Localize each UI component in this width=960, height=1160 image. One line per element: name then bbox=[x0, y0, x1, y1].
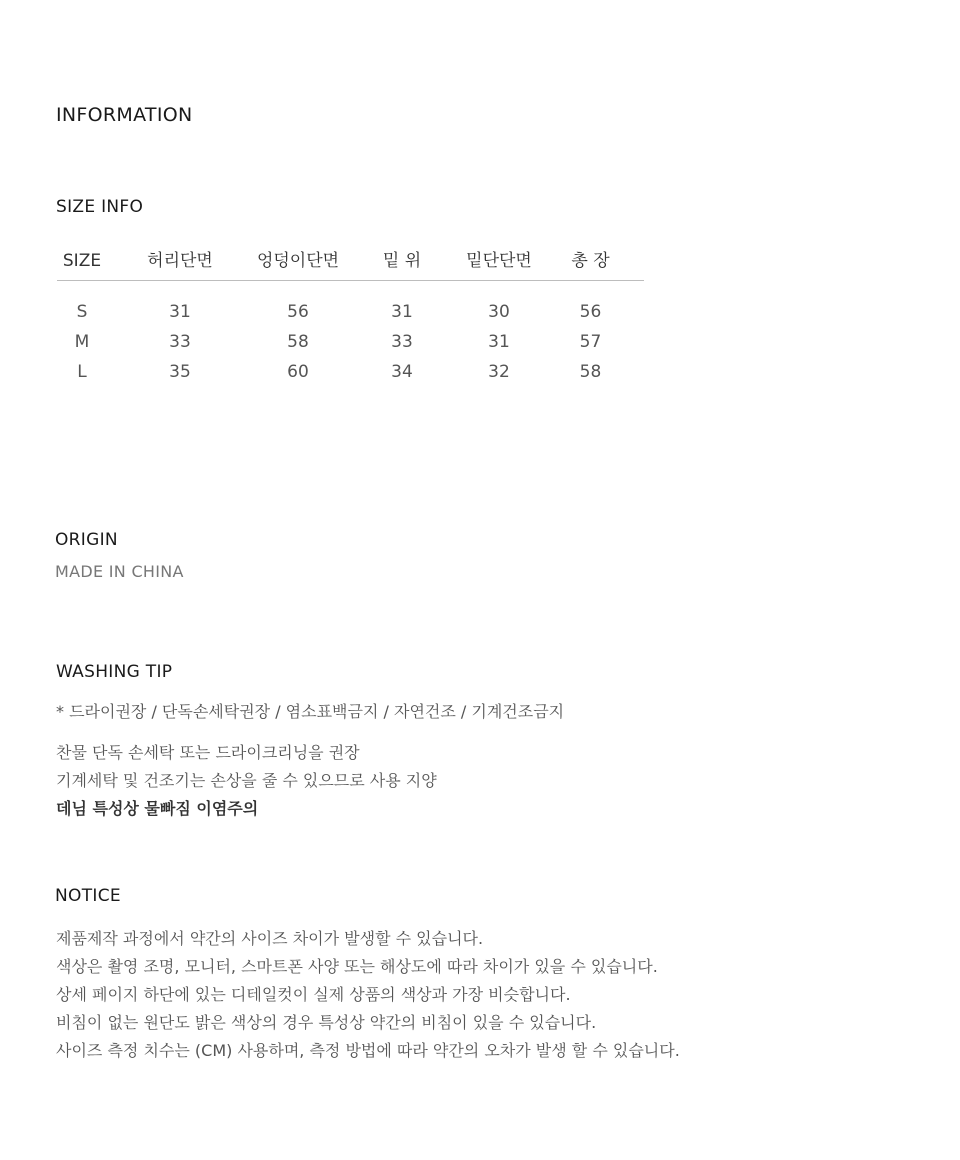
washing-line: 기계세탁 및 건조기는 손상을 줄 수 있으므로 사용 지양 bbox=[56, 771, 437, 790]
size-info-title: SIZE INFO bbox=[56, 197, 144, 217]
notice-line: 사이즈 측정 치수는 (CM) 사용하며, 측정 방법에 따라 약간의 오차가 발생 할 수 있습니다. bbox=[56, 1041, 680, 1060]
header-size: SIZE bbox=[62, 251, 102, 271]
cell-waist: 31 bbox=[169, 302, 191, 322]
cell-rise: 33 bbox=[391, 332, 413, 352]
washing-tags: * 드라이권장 / 단독손세탁권장 / 염소표백금지 / 자연건조 / 기계건조금지 bbox=[56, 702, 565, 721]
cell-hem: 30 bbox=[488, 302, 510, 322]
origin-title: ORIGIN bbox=[55, 530, 118, 550]
washing-tip-title: WASHING TIP bbox=[56, 662, 173, 682]
notice-line: 상세 페이지 하단에 있는 디테일컷이 실제 상품의 색상과 가장 비슷합니다. bbox=[56, 985, 571, 1004]
table-row bbox=[57, 357, 644, 387]
cell-length: 58 bbox=[579, 362, 602, 382]
cell-hip: 58 bbox=[287, 332, 309, 352]
cell-hem: 31 bbox=[488, 332, 510, 352]
cell-size: L bbox=[77, 362, 87, 382]
size-table bbox=[57, 246, 644, 387]
cell-length: 56 bbox=[579, 302, 602, 322]
cell-waist: 35 bbox=[169, 362, 191, 382]
cell-size: M bbox=[74, 332, 90, 352]
notice-title: NOTICE bbox=[55, 886, 121, 906]
table-row bbox=[57, 297, 644, 327]
cell-size: S bbox=[76, 302, 88, 322]
header-rise: 밑 위 bbox=[382, 251, 422, 271]
washing-line: 찬물 단독 손세탁 또는 드라이크리닝을 권장 bbox=[56, 743, 360, 762]
cell-waist: 33 bbox=[169, 332, 191, 352]
header-waist: 허리단면 bbox=[147, 251, 213, 271]
origin-value: MADE IN CHINA bbox=[55, 562, 184, 581]
header-hip: 엉덩이단면 bbox=[256, 251, 340, 271]
cell-rise: 31 bbox=[391, 302, 413, 322]
washing-warning: 데님 특성상 물빠짐 이염주의 bbox=[56, 799, 259, 818]
washing-instructions bbox=[56, 739, 437, 823]
cell-length: 57 bbox=[579, 332, 602, 352]
cell-hip: 60 bbox=[287, 362, 309, 382]
notice-line: 제품제작 과정에서 약간의 사이즈 차이가 발생할 수 있습니다. bbox=[56, 929, 484, 948]
cell-hip: 56 bbox=[287, 302, 309, 322]
size-table-body bbox=[57, 281, 644, 387]
table-row bbox=[57, 327, 644, 357]
header-hem: 밑단단면 bbox=[466, 251, 532, 271]
cell-rise: 34 bbox=[391, 362, 413, 382]
notice-line: 비침이 없는 원단도 밝은 색상의 경우 특성상 약간의 비침이 있을 수 있습니다. bbox=[56, 1013, 597, 1032]
notice-line: 색상은 촬영 조명, 모니터, 스마트폰 사양 또는 해상도에 따라 차이가 있을 수 있습니다. bbox=[56, 957, 658, 976]
cell-hem: 32 bbox=[488, 362, 510, 382]
page-title: INFORMATION bbox=[56, 104, 193, 126]
size-table-header bbox=[57, 246, 644, 281]
notice-list bbox=[56, 925, 680, 1065]
header-length: 총 장 bbox=[571, 251, 610, 271]
